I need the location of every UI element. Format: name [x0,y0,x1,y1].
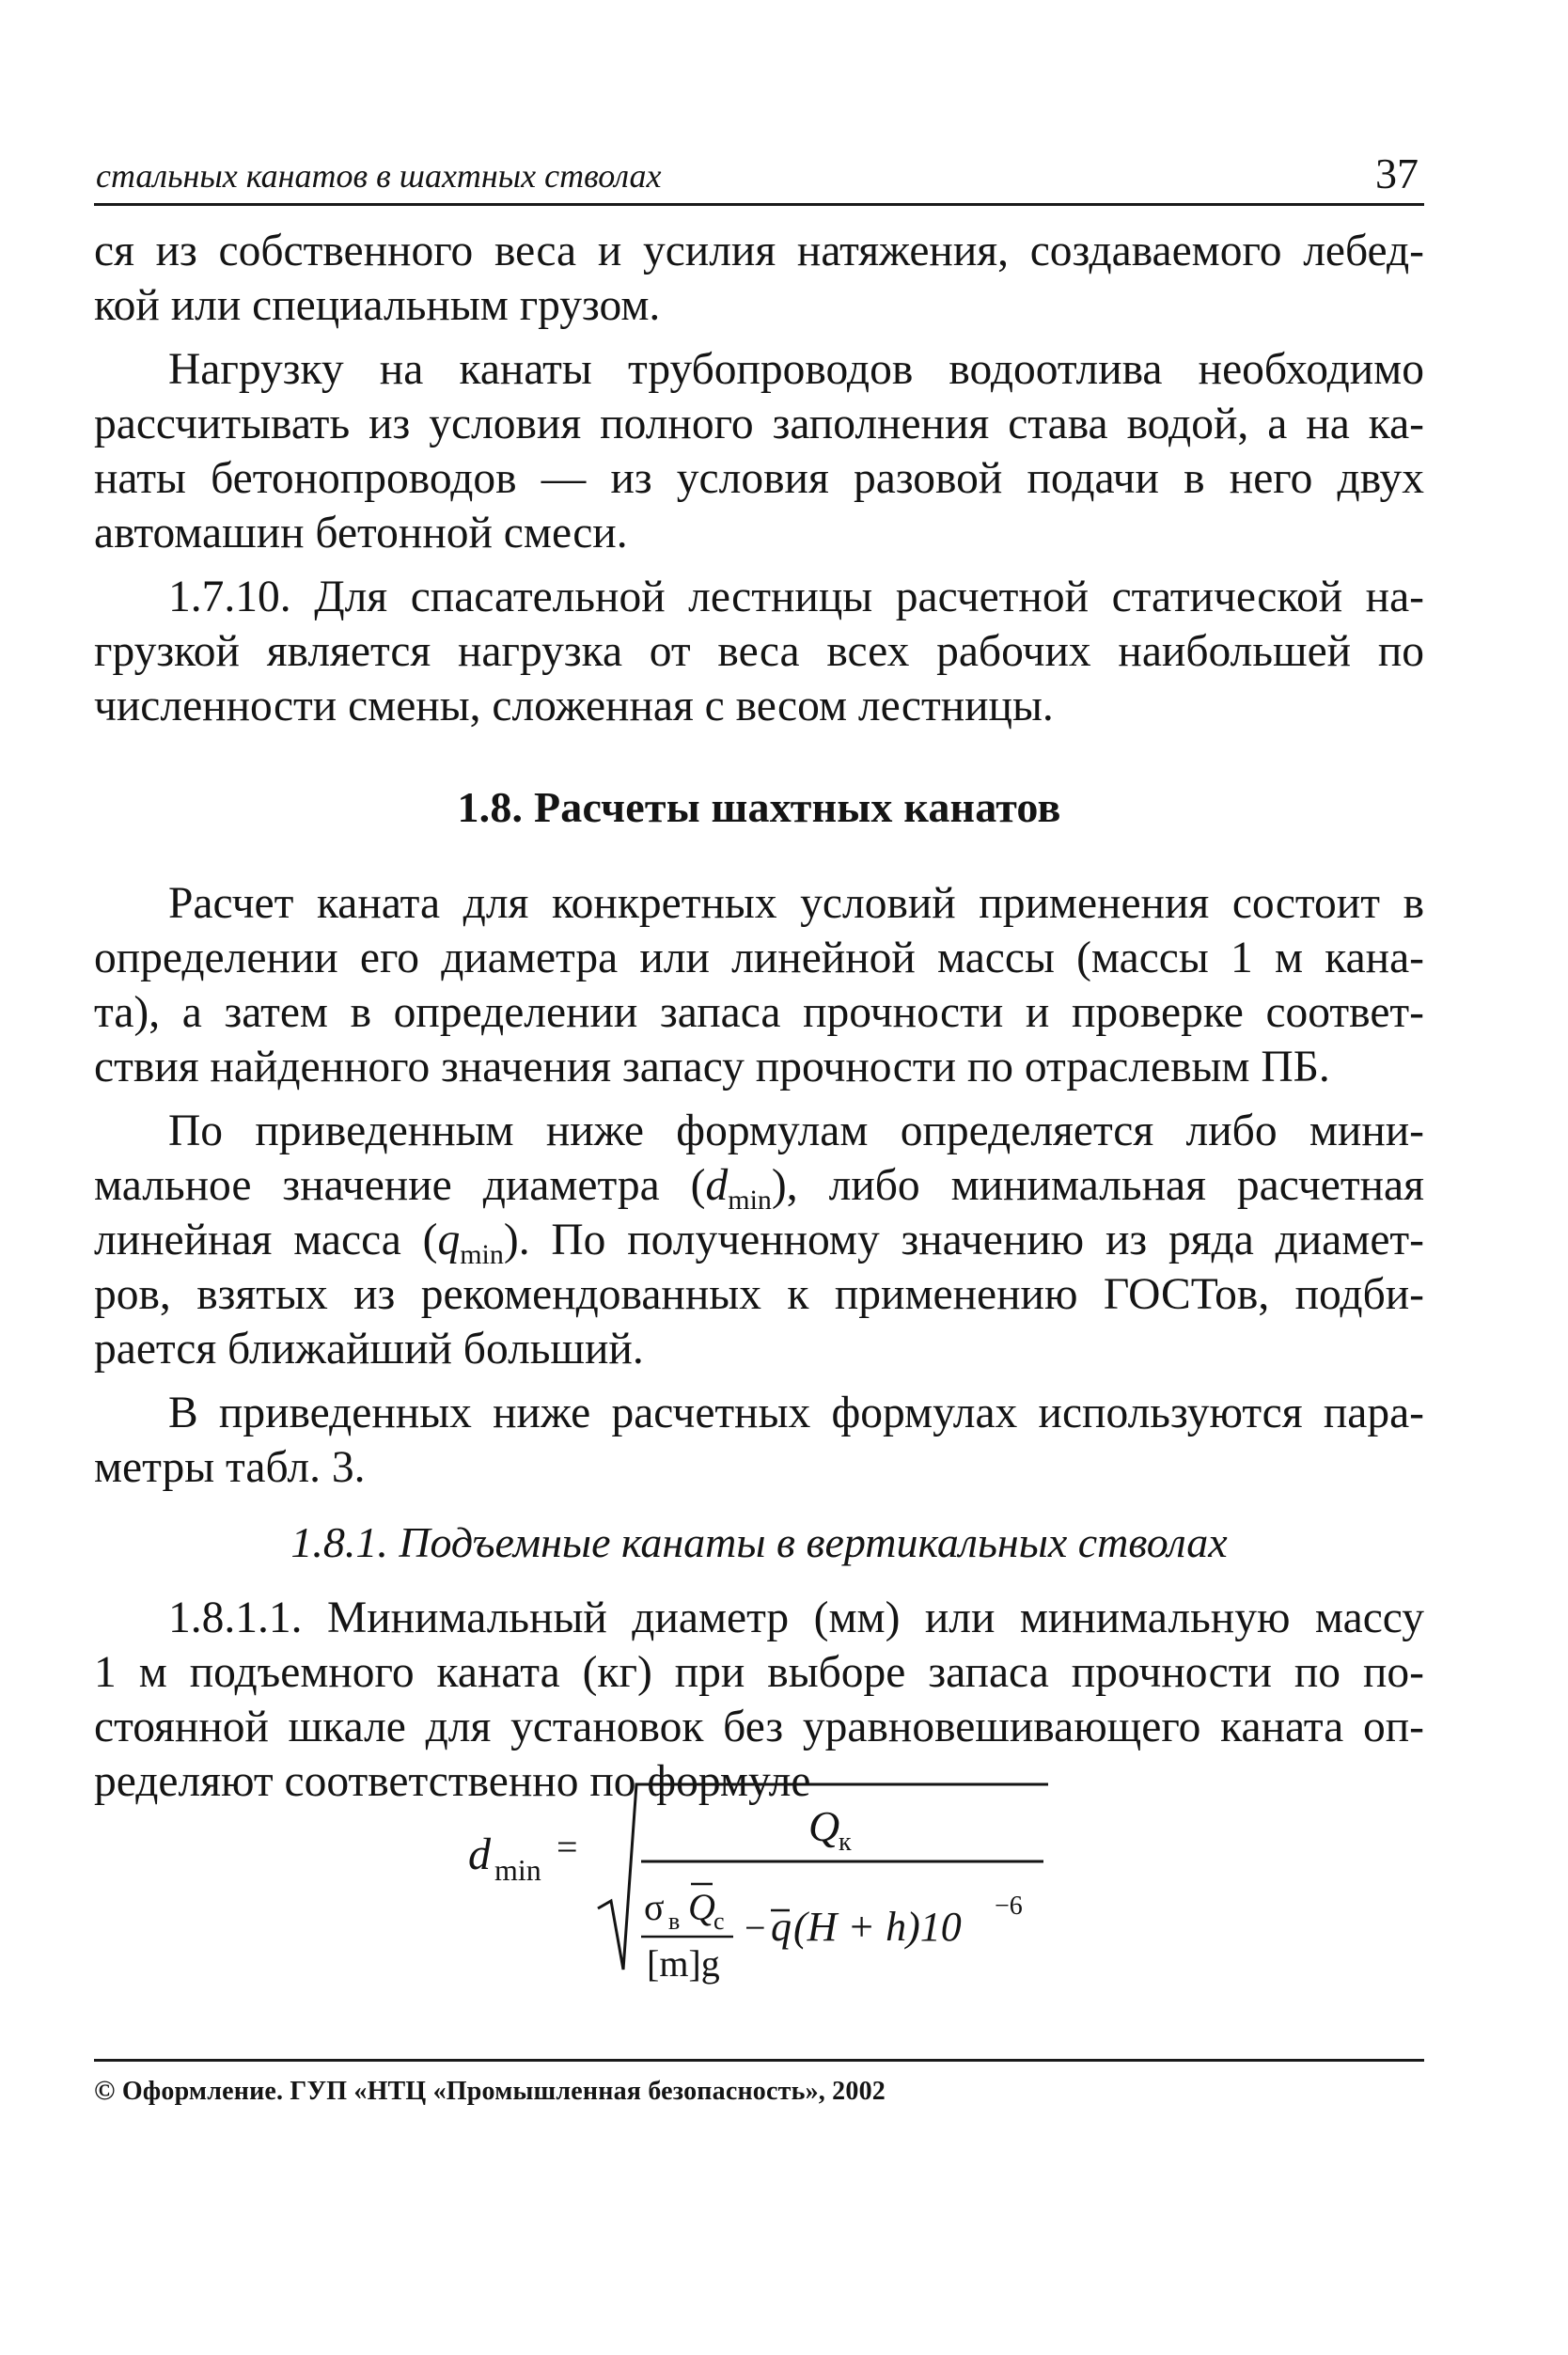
formula-min-diameter [451,1767,1053,2021]
copyright-icon: © [94,2075,116,2106]
formula-lhs-d: d [468,1829,491,1879]
text-line: По приведенным ниже формулам определяется либо мини- [168,1107,1424,1155]
running-title: стальных канатов в шахтных стволах [96,157,662,195]
text-line: ся из собственного веса и усилия натяжения, создаваемого лебед- [94,227,1424,275]
formula-lhs-subscript: min [494,1853,541,1887]
numerator-subscript: к [839,1828,852,1857]
page-number: 37 [1375,149,1419,197]
q-symbol: q [771,1904,792,1950]
text-line: 1.8.1.1. Минимальный диаметр (мм) или минимальную массу [168,1594,1424,1642]
text-line: стоянной шкале для установок без уравновешивающего каната оп- [94,1703,1424,1751]
formula-parenthesized-term: (H + h)10 [793,1904,962,1950]
text-line [94,1158,1424,1216]
subsection-heading: 1.8.1. Подъемные канаты в вертикальных стволах [290,1518,1228,1566]
paragraph-rope-calculation [94,876,1424,1094]
copyright-text: Оформление. ГУП «НТЦ «Промышленная безопасность», 2002 [115,2077,886,2106]
text-line: Нагрузку на канаты трубопроводов водоотлива необходимо [168,345,1424,394]
qc-symbol: Q [688,1886,715,1928]
paragraph-parameters [94,1386,1424,1495]
body-text [94,224,1424,1818]
text-line: та), а затем в определении запаса прочности и проверке соответ- [94,988,1424,1037]
paragraph-continuation [94,224,1424,333]
sigma-symbol: σ [644,1886,665,1928]
qc-subscript: с [713,1908,725,1935]
text-line: определении его диаметра или линейной массы (массы 1 м кана- [94,934,1424,982]
subscript-min: min [460,1239,504,1270]
sigma-subscript: в [668,1908,681,1935]
inner-denominator: [m]g [647,1942,720,1985]
formula-equals: = [557,1826,578,1868]
text-line: грузкой является нагрузка от веса всех рабочих наибольшей по [94,627,1424,676]
section-heading: 1.8. Расчеты шахтных канатов [457,783,1061,831]
paragraph-rescue-ladder [94,570,1424,733]
text-fragment: ). По полученному значению из ряда диамет- [503,1216,1424,1264]
text-line [94,1213,1424,1270]
text-line: автомашин бетонной смеси. [94,509,628,557]
footer-divider [94,2059,1424,2062]
subscript-min: min [728,1185,772,1216]
text-line: наты бетонопроводов — из условия разовой подачи в него двух [94,454,1424,503]
copyright-notice [94,2075,1424,2107]
text-line: кой или специальным грузом. [94,281,661,330]
text-fragment: ), либо минимальная расчетная [771,1161,1424,1210]
text-line: численности смены, сложенная с весом лестницы. [94,682,1054,730]
text-line: ределяют соответственно по формуле [94,1757,811,1806]
text-line: рассчитывать из условия полного заполнения става водой, а на ка- [94,400,1424,448]
text-fragment: линейная масса ( [94,1216,438,1264]
running-header [94,141,1424,206]
paragraph-formulas-intro [94,1104,1424,1376]
paragraph-water-pipe-load [94,342,1424,560]
text-line: 1 м подъемного каната (кг) при выборе запаса прочности по по- [94,1648,1424,1697]
page-footer [94,2059,1424,2107]
text-fragment: мальное значение диаметра ( [94,1161,706,1210]
text-line: рается ближайший больший. [94,1325,644,1374]
variable-d: d [705,1161,729,1210]
variable-q: q [437,1216,461,1264]
formula-exponent: −6 [995,1892,1023,1921]
text-line: 1.7.10. Для спасательной лестницы расчетной статической на- [168,573,1424,621]
text-line: Расчет каната для конкретных условий применения состоит в [168,879,1424,928]
text-line: В приведенных ниже расчетных формулах используются пара- [168,1389,1424,1437]
numerator-q: Q [808,1802,840,1850]
text-line: ров, взятых из рекомендованных к применению ГОСТов, подби- [94,1270,1424,1319]
text-line: метры табл. 3. [94,1443,366,1492]
text-line: ствия найденного значения запасу прочности по отраслевым ПБ. [94,1043,1330,1091]
formula-minus: − [745,1907,766,1949]
